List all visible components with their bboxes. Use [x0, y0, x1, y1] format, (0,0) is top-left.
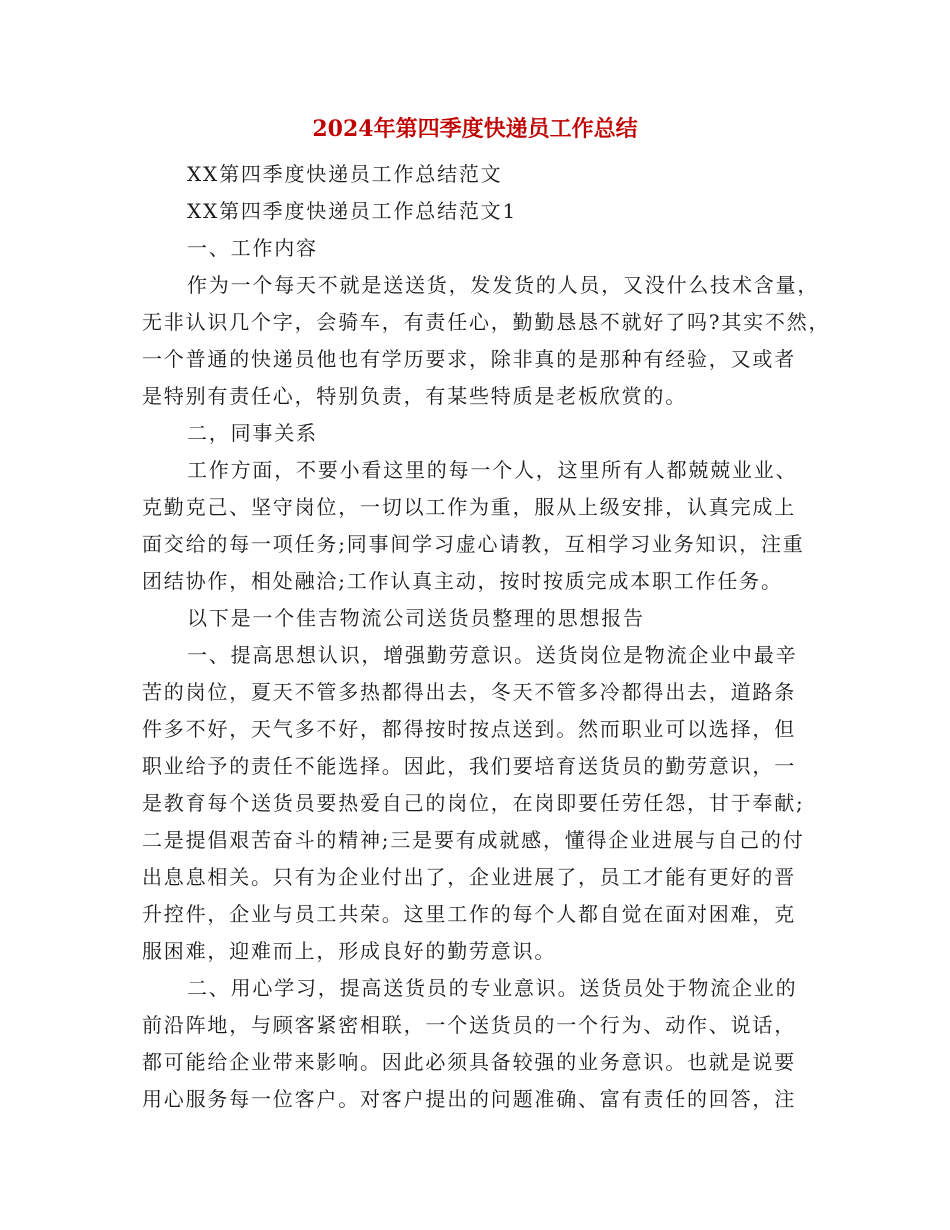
paragraph-line: 是教育每个送货员要热爱自己的岗位，在岗即要任劳任怨，甘于奉献; [142, 791, 805, 815]
paragraph-line: 出息息相关。只有为企业付出了，企业进展了，员工才能有更好的晋 [142, 865, 796, 889]
paragraph-line: 职业给予的责任不能选择。因此，我们要培育送货员的勤劳意识，一 [142, 754, 796, 778]
paragraph-line: 面交给的每一项任务;同事间学习虚心请教，互相学习业务知识，注重 [142, 532, 805, 556]
section-heading: 一、工作内容 [187, 236, 318, 260]
paragraph-line: 前沿阵地，与顾客紧密相联，一个送货员的一个行为、动作、说话， [142, 1013, 796, 1037]
paragraph-line: 一、提高思想认识，增强勤劳意识。送货岗位是物流企业中最辛 [187, 643, 798, 667]
paragraph-line: 团结协作，相处融洽;工作认真主动，按时按质完成本职工作任务。 [142, 569, 783, 593]
paragraph-line: 服困难，迎难而上，形成良好的勤劳意识。 [142, 939, 557, 963]
paragraph-line: 无非认识几个字，会骑车，有责任心，勤勤恳恳不就好了吗?其实不然， [142, 310, 831, 334]
paragraph-line: 以下是一个佳吉物流公司送货员整理的思想报告 [187, 606, 645, 630]
paragraph-line: 升控件，企业与员工共荣。这里工作的每个人都自觉在面对困难，克 [142, 902, 796, 926]
paragraph-line: 二、用心学习，提高送货员的专业意识。送货员处于物流企业的 [187, 976, 798, 1000]
paragraph-line: XX第四季度快递员工作总结范文1 [187, 199, 518, 223]
paragraph-line: XX第四季度快递员工作总结范文 [187, 162, 503, 186]
paragraph-line: 用心服务每一位客户。对客户提出的问题准确、富有责任的回答，注 [142, 1087, 796, 1111]
paragraph-line: 作为一个每天不就是送送货，发发货的人员，又没什么技术含量， [187, 273, 820, 297]
paragraph-line: 克勤克己、坚守岗位，一切以工作为重，服从上级安排，认真完成上 [142, 495, 796, 519]
paragraph-line: 都可能给企业带来影响。因此必须具备较强的业务意识。也就是说要 [142, 1050, 796, 1074]
paragraph-line: 是特别有责任心，特别负责，有某些特质是老板欣赏的。 [142, 384, 687, 408]
paragraph-line: 苦的岗位，夏天不管多热都得出去，冬天不管多冷都得出去，道路条 [142, 680, 796, 704]
paragraph-line: 二是提倡艰苦奋斗的精神;三是要有成就感，懂得企业进展与自己的付 [142, 828, 805, 852]
document-title: 2024年第四季度快递员工作总结 [312, 116, 638, 142]
section-heading: 二，同事关系 [187, 421, 318, 445]
paragraph-line: 工作方面，不要小看这里的每一个人，这里所有人都兢兢业业、 [187, 458, 798, 482]
paragraph-line: 件多不好，天气多不好，都得按时按点送到。然而职业可以选择，但 [142, 717, 796, 741]
paragraph-line: 一个普通的快递员他也有学历要求，除非真的是那种有经验，又或者 [142, 347, 796, 371]
